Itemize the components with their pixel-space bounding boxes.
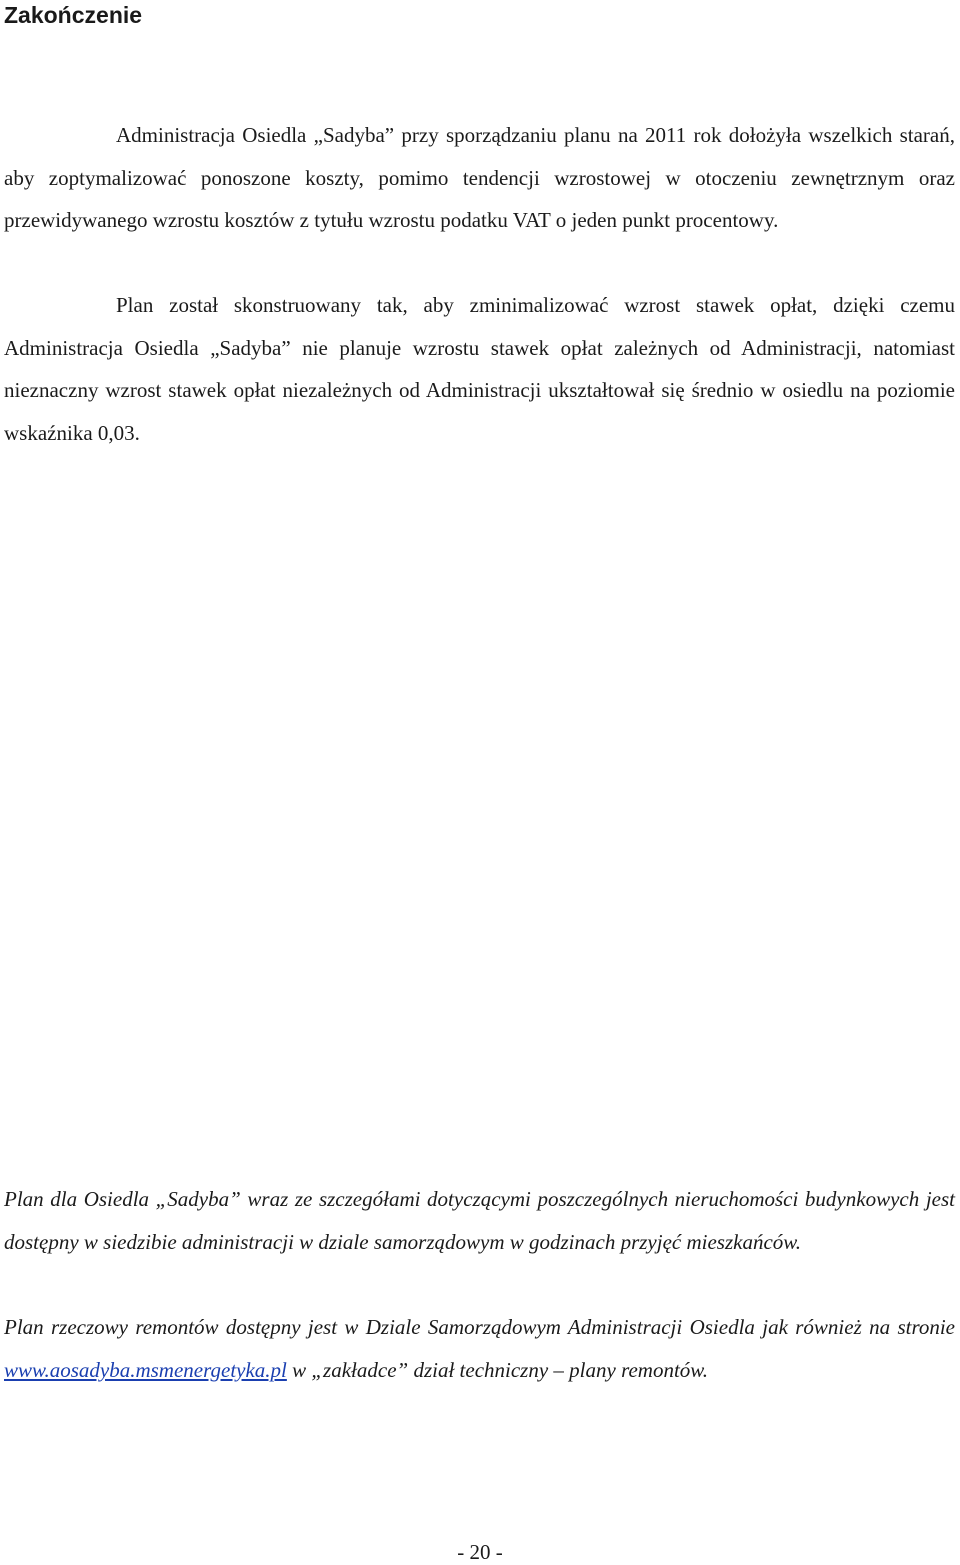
website-link[interactable]: www.aosadyba.msmenergetyka.pl <box>4 1357 287 1382</box>
renovation-text-before-link: Plan rzeczowy remontów dostępny jest w Dziale Samorządowym Administracji Osiedla jak również na stronie <box>4 1315 955 1339</box>
paragraph-availability: Plan dla Osiedla „Sadyba” wraz ze szczegółami dotyczącymi poszczególnych nieruchomości budynkowych jest dostępny w siedzibie administracji w dziale samorządowym w godzinach przyjęć mieszkańców. <box>4 1187 955 1254</box>
page-number: - 20 - <box>457 1540 503 1564</box>
paragraph-renovation-plan <box>4 1306 955 1391</box>
renovation-text-after-link: w „zakładce” dział techniczny – plany remontów. <box>286 1357 708 1382</box>
paragraph-plan: Plan został skonstruowany tak, aby zminimalizować wzrost stawek opłat, dzięki czemu Administracja Osiedla „Sadyba” nie planuje wzrostu stawek opłat zależnych od Administracji, natomiast nieznaczny wzrost stawek opłat niezależnych od Administracji ukształtował się średnio w osiedlu na poziomie wskaźnika 0,03. <box>4 293 955 445</box>
paragraph-intro: Administracja Osiedla „Sadyba” przy sporządzaniu planu na 2011 rok dołożyła wszelkich starań, aby zoptymalizować ponoszone koszty, pomimo tendencji wzrostowej w otoczeniu zewnętrznym oraz przewidywanego wzrostu kosztów z tytułu wzrostu podatku VAT o jeden punkt procentowy. <box>4 123 955 232</box>
section-heading: Zakończenie <box>4 2 143 28</box>
